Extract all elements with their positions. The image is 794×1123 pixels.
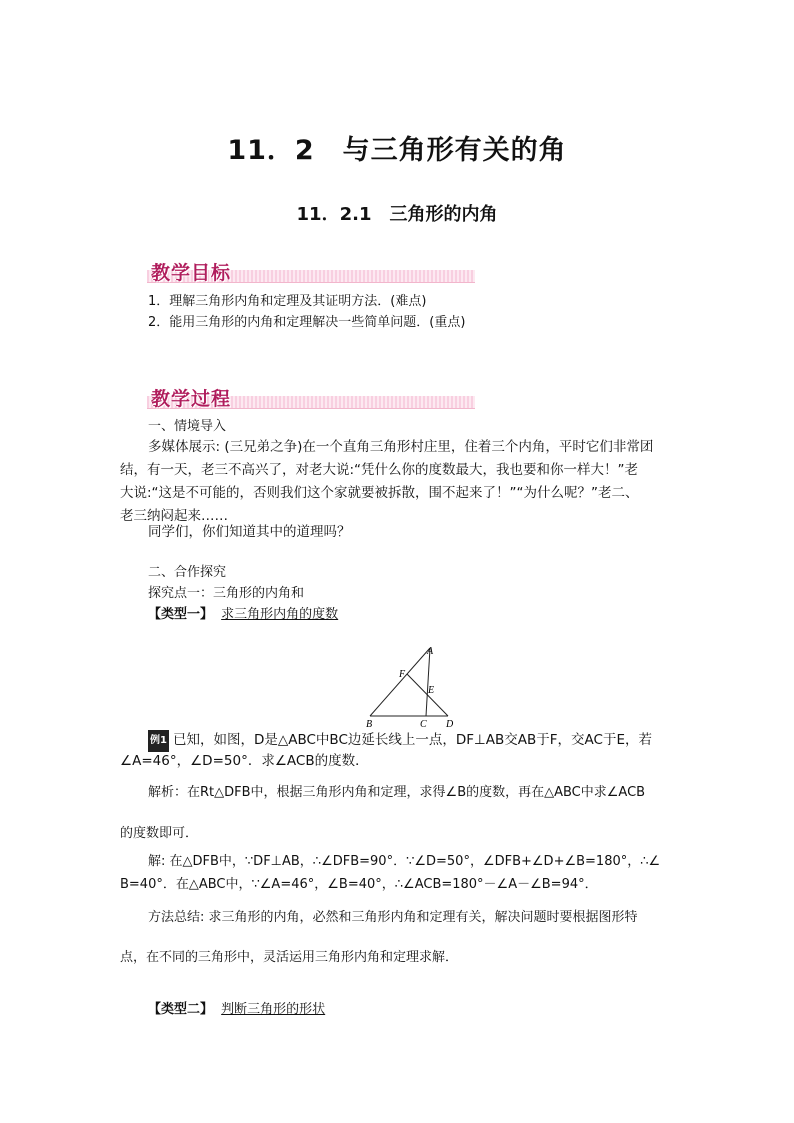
type2-bracket: 【类型二】 (148, 1002, 214, 1017)
intro-line: 多媒体展示: (三兄弟之争)在一个直角三角形村庄里，住着三个内角，平时它们非常团 (148, 439, 654, 455)
label-d: D (446, 719, 454, 730)
label-e: E (428, 685, 435, 696)
label-a: A (427, 646, 434, 657)
solution-line-1: 解: 在△DFB中，∵DF⊥AB，∴∠DFB=90°．∵∠D=50°，∠DFB+∠D+∠B=180°，∴∠ (148, 854, 661, 869)
summary-line-2: 点，在不同的三角形中，灵活运用三角形内角和定理求解． (120, 950, 459, 965)
goal-item-2: 2．能用三角形的内角和定理解决一些简单问题．(重点) (148, 315, 466, 330)
solution-line-2: B=40°．在△ABC中，∵∠A=46°，∠B=40°，∴∠ACB=180°－∠A－∠B=94°． (120, 877, 598, 892)
type1-heading (148, 606, 338, 624)
section-label: 教学过程 (151, 388, 232, 410)
label-f: F (399, 669, 406, 680)
segment-ab (370, 648, 430, 716)
example-line-2: ∠A=46°，∠D=50°．求∠ACB的度数． (120, 753, 369, 769)
summary-line-1: 方法总结: 求三角形的内角，必然和三角形内角和定理有关，解决问题时要根据图形特 (148, 910, 638, 925)
page-subtitle: 11．2.1 三角形的内角 (296, 204, 498, 225)
triangle-figure (360, 640, 460, 732)
page-title: 11．2 与三角形有关的角 (227, 135, 567, 166)
explore-point: 探究点一：三角形的内角和 (148, 586, 305, 601)
section-banner-goals (147, 258, 475, 284)
example-badge: 例1 (148, 730, 169, 752)
intro-line: 大说:“这是不可能的，否则我们这个家就要被拆散，围不起来了！”“为什么呢？”老二、 (120, 485, 639, 501)
intro-line: 老三纳闷起来…… (120, 508, 228, 524)
example-line-1 (148, 729, 652, 752)
goal-item-1: 1．理解三角形内角和定理及其证明方法．(难点) (148, 294, 427, 309)
label-b: B (366, 719, 373, 730)
intro-question: 同学们，你们知道其中的道理吗？ (148, 524, 351, 540)
type1-bracket: 【类型一】 (148, 607, 214, 622)
section-banner-process (147, 384, 475, 410)
type2-title: 判断三角形的形状 (221, 1002, 326, 1017)
intro-heading: 一、情境导入 (148, 419, 227, 434)
section-label: 教学目标 (151, 262, 232, 284)
explore-heading: 二、合作探究 (148, 565, 227, 580)
label-c: C (420, 719, 427, 730)
type2-heading (148, 1001, 325, 1019)
analysis-line-2: 的度数即可． (120, 826, 199, 841)
segment-ac (426, 648, 430, 716)
analysis-line-1: 解析：在Rt△DFB中，根据三角形内角和定理，求得∠B的度数，再在△ABC中求∠ACB (148, 785, 646, 800)
type1-title: 求三角形内角的度数 (221, 607, 339, 622)
example-text: 已知，如图，D是△ABC中BC边延长线上一点，DF⊥AB交AB于F，交AC于E，若 (172, 732, 653, 748)
intro-line: 结，有一天，老三不高兴了，对老大说:“凭什么你的度数最大，我也要和你一样大！”老 (120, 462, 639, 478)
